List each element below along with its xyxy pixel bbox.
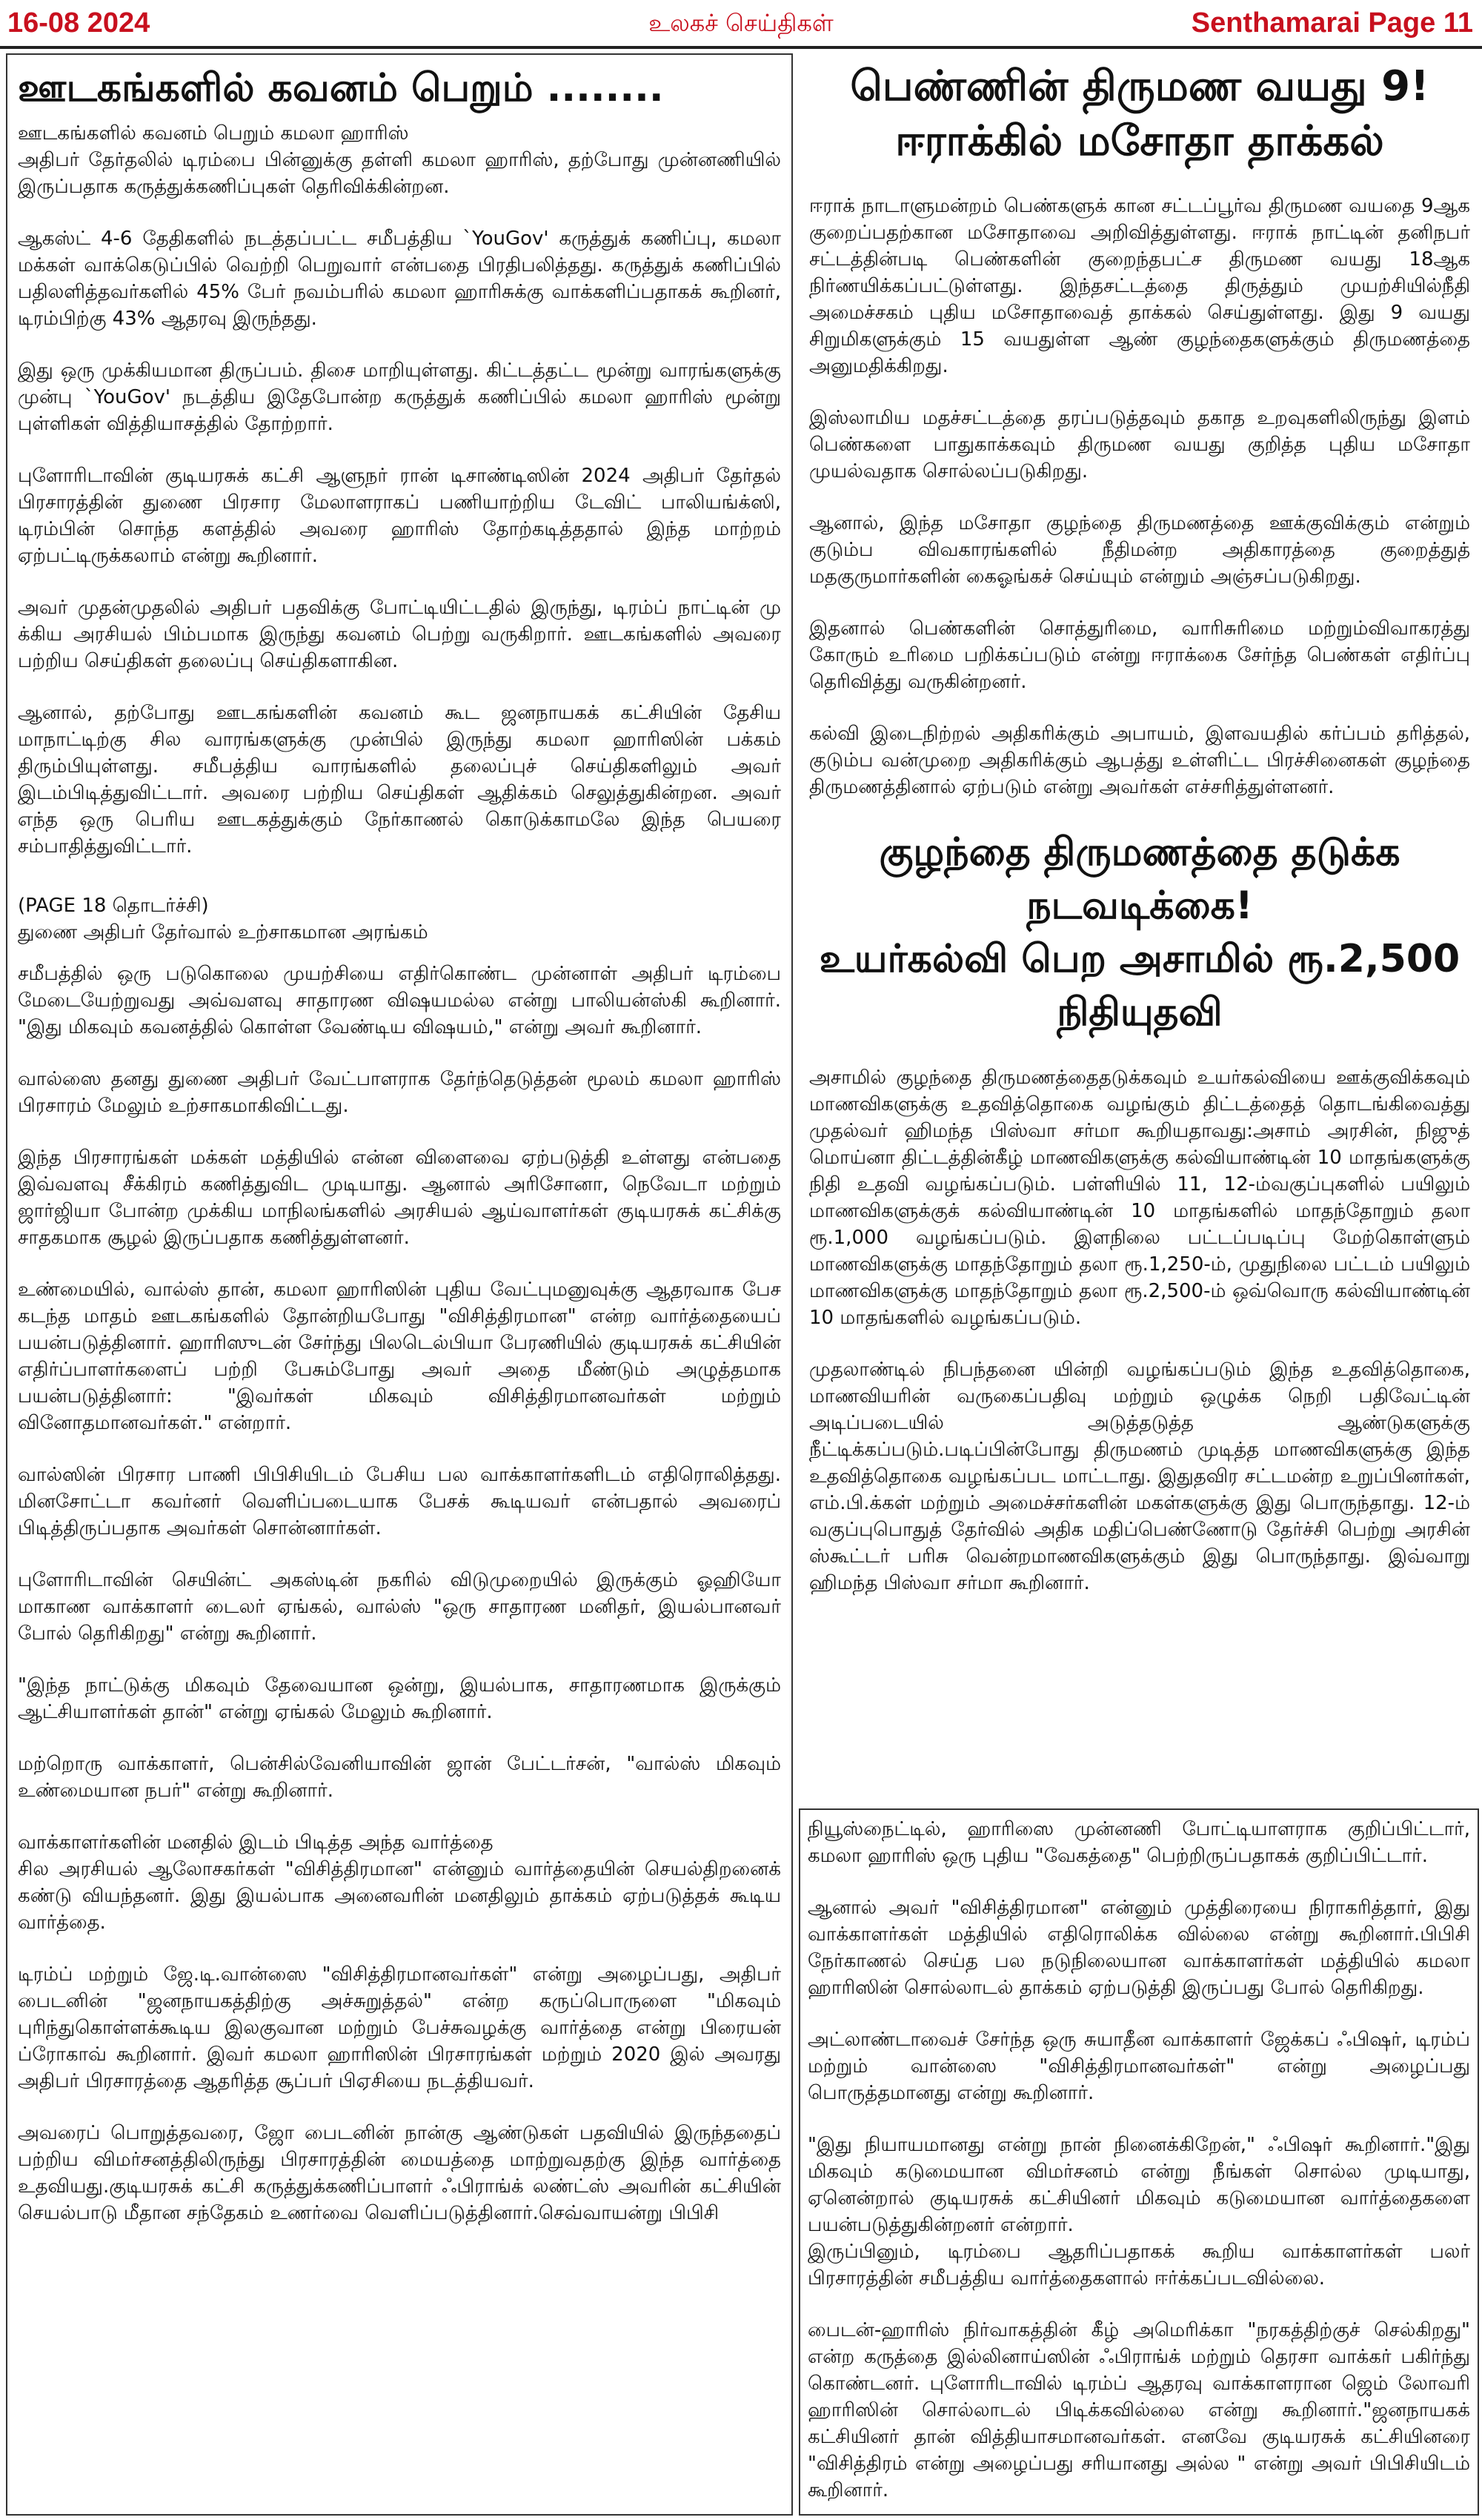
left-kicker: ஊடகங்களில் கவனம் பெறும் கமலா ஹாரிஸ் [18, 122, 409, 145]
left-paragraph: வால்ஸை தனது துணை அதிபர் வேட்பாளராக தேர்ந்தெடுத்தன் மூலம் கமலா ஹாரிஸ் பிரசாரம் மேலும் உற்சாகமாகிவிட்டது. [18, 1068, 781, 1117]
assam-paragraph: அசாமில் குழந்தை திருமணத்தைதடுக்கவும் உயர்கல்வியை ஊக்குவிக்கவும் மாணவிகளுக்கு உதவித்தொகை வழங்கும் திட்டத்தைத் தொடங்கிவைத்து முதல்வர் ஹிமந்த பிஸ்வா சர்மா கூறியதாவது:அசாம் அரசின், நிஜுத் மொய்னா திட்டத்தின்கீழ் மாணவிகளுக்கு கல்வியாண்டின் 10 மாதங்களுக்கு நிதி உதவி வழங்கப்படும். பள்ளியில் 11, 12-ம்வகுப்புகளில் பயிலும் மாணவிகளுக்குக் கல்வியாண்டின் 10 மாதங்களில் மாதந்தோறும் தலா ரூ.1,000 வழங்கப்படும். இளநிலை பட்டப்படிப்பு மேற்கொள்ளும் மாணவிகளுக்கு மாதந்தோறும் தலா ரூ.1,250-ம், முதுநிலை பட்டம் பயிலும் மாணவிகளுக்கு மாதந்தோறும் தலா ரூ.2,500-ம் ஒவ்வொரு கல்வியாண்டின் 10 மாதங்களில் வழங்கப்படும். [809, 1067, 1470, 1329]
assam-headline [809, 826, 1470, 1039]
left-paragraph: ஆனால், தற்போது ஊடகங்களின் கவனம் கூட ஜனநாயகக் கட்சியின் தேசிய மாநாட்டிற்கு சில வாரங்களுக்கு முன்பில் இருந்து கமலா ஹாரிஸின் பக்கம் திரும்பியுள்ளது. சமீபத்திய வாரங்களில் தலைப்புச் செய்திகளிலும் அவர் இடம்பிடித்துவிட்டார். அவரை பற்றிய செய்திகள் ஆதிக்கம் செலுத்துகின்றன. அவர் எந்த ஒரு பெரிய ஊடகத்துக்கும் நேர்காணல் கொடுக்காமலே இந்த பெயரை சம்பாதித்துவிட்டார். [18, 702, 781, 858]
left-paragraph: ஆகஸ்ட் 4-6 தேதிகளில் நடத்தப்பட்ட சமீபத்திய `YouGov' கருத்துக் கணிப்பு, கமலா மக்கள் வாக்கெடுப்பில் வெற்றி பெறுவார் என்பதை பிரதிபலித்தது. கருத்துக் கணிப்பில் பதிலளித்தவர்களில் 45% பேர் நவம்பரில் கமலா ஹாரிசுக்கு வாக்களிப்பதாகக் கூறினர், டிரம்பிற்கு 43% ஆதரவு இருந்தது. [18, 228, 781, 330]
continuation-paragraph: பைடன்-ஹாரிஸ் நிர்வாகத்தின் கீழ் அமெரிக்கா "நரகத்திற்குச் செல்கிறது" என்ற கருத்தை இல்லினாய்ஸின் ஃபிராங்க் மற்றும் தெரசா வாக்கர் பகிர்ந்து கொண்டனர். புளோரிடாவில் டிரம்ப் ஆதரவு வாக்காளரான ஜெம் லோவரி ஹாரிஸின் சொல்லாடல் பிடிக்கவில்லை என்று கூறினார்."ஜனநாயகக் கட்சியினர் தான் வித்தியாசமானவர்கள். எனவே குடியரசுக் கட்சியினரை "விசித்திரம் என்று அழைப்பது சரியானது அல்ல " என்று அவர் பிபிசியிடம் கூறினார். [808, 2319, 1470, 2501]
left-paragraph: வால்ஸின் பிரசார பாணி பிபிசியிடம் பேசிய பல வாக்காளர்களிடம் எதிரொலித்தது. மினசோட்டா கவர்னர் வெளிப்படையாக பேசக் கூடியவர் என்பதால் அவரைப் பிடித்திருப்பதாக அவர்கள் சொன்னார்கள். [18, 1464, 781, 1539]
left-kicker-paragraph: அதிபர் தேர்தலில் டிரம்பை பின்னுக்கு தள்ளி கமலா ஹாரிஸ், தற்போது முன்னணியில் இருப்பதாக கருத்துக்கணிப்புகள் தெரிவிக்கின்றன. [18, 149, 781, 198]
left-paragraph: மற்றொரு வாக்காளர், பென்சில்வேனியாவின் ஜான் பேட்டர்சன், "வால்ஸ் மிகவும் உண்மையான நபர்" என்று கூறினார். [18, 1753, 781, 1802]
section-title: உலகச் செய்திகள் [648, 9, 834, 37]
continuation-paragraph: இருப்பினும், டிரம்பை ஆதரிப்பதாகக் கூறிய வாக்காளர்கள் பலர் பிரசாரத்தின் சமீபத்திய வார்த்தைகளால் ஈர்க்கப்படவில்லை. [808, 2241, 1470, 2289]
left-subheading: வாக்காளர்களின் மனதில் இடம் பிடித்த அந்த வார்த்தை [18, 1831, 494, 1854]
iraq-paragraph: கல்வி இடைநிற்றல் அதிகரிக்கும் அபாயம், இளவயதில் கர்ப்பம் தரித்தல், குடும்ப வன்முறை அதிகரிக்கும் ஆபத்து உள்ளிட்ட பிரச்சினைகள் குழந்தை திருமணத்தினால் ஏற்படும் என்று அவர்கள் எச்சரித்துள்ளனர். [809, 723, 1470, 798]
left-paragraph: சமீபத்தில் ஒரு படுகொலை முயற்சியை எதிர்கொண்ட முன்னாள் அதிபர் டிரம்பை மேடையேற்றுவது அவ்வளவு சாதாரண விஷயமல்ல என்று பாலியன்ஸ்கி கூறினார். "இது மிகவும் கவனத்தில் கொள்ள வேண்டிய விஷயம்," என்று அவர் கூறினார். [18, 963, 781, 1038]
left-paragraph: இது ஒரு முக்கியமான திருப்பம். திசை மாறியுள்ளது. கிட்டத்தட்ட மூன்று வாரங்களுக்கு முன்பு `YouGov' நடத்திய இதேபோன்ற கருத்துக் கணிப்பில் கமலா ஹாரிஸ் மூன்று புள்ளிகள் வித்தியாசத்தில் தோற்றார். [18, 359, 781, 435]
assam-headline-line2: உயர்கல்வி பெற அசாமில் ரூ.2,500 நிதியுதவி [819, 937, 1461, 1035]
issue-date: 16-08 2024 [7, 7, 150, 39]
left-paragraph: உண்மையில், வால்ஸ் தான், கமலா ஹாரிஸின் புதிய வேட்புமனுவுக்கு ஆதரவாக பேச கடந்த மாதம் ஊடகங்களில் தோன்றியபோது "விசித்திரமான" என்ற வார்த்தையைப் பயன்படுத்தினார். ஹாரிஸுடன் சேர்ந்து பிலடெல்பியா பேரணியில் குடியரசுக் கட்சியின் எதிர்ப்பாளர்களைப் பற்றி பேசும்போது அவர் அதை மீண்டும் அழுத்தமாக பயன்படுத்தினார்: "இவர்கள் மிகவும் விசித்திரமானவர்கள் மற்றும் வினோதமானவர்கள்." என்றார். [18, 1279, 781, 1434]
assam-headline-line1: குழந்தை திருமணத்தை தடுக்க நடவடிக்கை! [879, 830, 1400, 928]
publication-page: Senthamarai Page 11 [1191, 7, 1473, 39]
assam-paragraph: முதலாண்டில் நிபந்தனை யின்றி வழங்கப்படும் இந்த உதவித்தொகை, மாணவியரின் வருகைப்பதிவு மற்றும் ஒழுக்க நெறி பதிவேட்டின் அடிப்படையில் அடுத்தடுத்த ஆண்டுகளுக்கு நீட்டிக்கப்படும்.படிப்பின்போது திருமணம் முடித்த மாணவிகளுக்கு இந்த உதவித்தொகை வழங்கப்பட மாட்டாது. இதுதவிர சட்டமன்ற உறுப்பினர்கள், எம்.பி.க்கள் மற்றும் அமைச்சர்களின் மகள்களுக்கு இது பொருந்தாது. 12-ம் வகுப்புபொதுத் தேர்வில் அதிக மதிப்பெண்ணோடு தேர்ச்சி பெற்று அரசின் ஸ்கூட்டர் பரிசு வென்றமாணவிகளுக்கும் இது பொருந்தாது. இவ்வாறு ஹிமந்த பிஸ்வா சர்மா கூறினார். [809, 1359, 1470, 1594]
left-paragraph: புளோரிடாவின் குடியரசுக் கட்சி ஆளுநர் ரான் டிசாண்டிஸின் 2024 அதிபர் தேர்தல் பிரசாரத்தின் துணை பிரசார மேலாளராகப் பணியாற்றிய டேவிட் பாலியங்க்ஸி, டிரம்பின் சொந்த களத்தில் அவரை ஹாரிஸ் தோற்கடித்ததால் இந்த மாற்றம் ஏற்பட்டிருக்கலாம் என்று கூறினார். [18, 465, 781, 567]
continuation-paragraph: "இது நியாயமானது என்று நான் நினைக்கிறேன்," ஃபிஷர் கூறினார்."இது மிகவும் கடுமையான விமர்சனம் என்று நீங்கள் சொல்ல முடியாது, ஏனென்றால் குடியரசுக் கட்சியினர் மிகவும் கடுமையான வார்த்தைகளை பயன்படுத்துகின்றனர் என்றார். [808, 2134, 1470, 2236]
page-header [0, 0, 1482, 49]
left-paragraph: அவர் முதன்முதலில் அதிபர் பதவிக்கு போட்டியிட்டதில் இருந்து, டிரம்ப் நாட்டின் மு க்கிய அரசியல் பிம்பமாக இருந்து கவனம் பெற்று வருகிறார். ஊடகங்களில் அவரை பற்றிய செய்திகள் தலைப்பு செய்திகளாகின. [18, 597, 781, 672]
continuation-box [799, 1808, 1479, 2516]
left-paragraph: சில அரசியல் ஆலோசகர்கள் "விசித்திரமான" என்னும் வார்த்தையின் செயல்திறனைக் கண்டு வியந்தனர். இது இயல்பாக அனைவரின் மனதிலும் தாக்கம் ஏற்படுத்தக் கூடிய வார்த்தை. [18, 1858, 781, 1934]
iraq-paragraph: இஸ்லாமிய மதச்சட்டத்தை தரப்படுத்தவும் தகாத உறவுகளிலிருந்து இளம் பெண்களை பாதுகாக்கவும் திருமண வயது குறித்த புதிய மசோதா முயல்வதாக சொல்லப்படுகிறது. [809, 407, 1470, 483]
continuation-paragraph: அட்லாண்டாவைச் சேர்ந்த ஒரு சுயாதீன வாக்காளர் ஜேக்கப் ஃபிஷர், டிரம்ப் மற்றும் வான்ஸை "விசித்திரமானவர்கள்" என்று அழைப்பது பொருத்தமானது என்று கூறினார். [808, 2029, 1470, 2104]
right-articles-column [802, 53, 1478, 1803]
continuation-label: (PAGE 18 தொடர்ச்சி) [18, 895, 209, 917]
left-paragraph: டிரம்ப் மற்றும் ஜே.டி.வான்ஸை "விசித்திரமானவர்கள்" என்று அழைப்பது, அதிபர் பைடனின் "ஜனநாயகத்திற்கு அச்சுறுத்தல்" என்ற கருப்பொருளை "மிகவும் புரிந்துகொள்ளக்கூடிய இலகுவான மற்றும் பேச்சுவழக்கு வார்த்தை என்று பிரையன் ப்ரோகாவ் கூறினார். இவர் கமலா ஹாரிஸின் பிரசாரங்கள் மற்றும் 2020 இல் அவரது அதிபர் பிரசாரத்தை ஆதரித்த சூப்பர் பிஏசியை நடத்தியவர். [18, 1963, 781, 2092]
iraq-paragraph: ஆனால், இந்த மசோதா குழந்தை திருமணத்தை ஊக்குவிக்கும் என்றும் குடும்ப விவகாரங்களில் நீதிமன்ற அதிகாரத்தை குறைத்துத் மதகுருமார்களின் கைஓங்கச் செய்யும் என்றும் அஞ்சப்படுகிறது. [809, 512, 1470, 588]
iraq-headline-line1: பெண்ணின் திருமண வயது 9! [850, 62, 1429, 110]
header-divider [0, 46, 1482, 49]
continuation-paragraph: நியூஸ்நைட்டில், ஹாரிஸை முன்னணி போட்டியாளராக குறிப்பிட்டார், கமலா ஹாரிஸ் ஒரு புதிய "வேகத்தை" பெற்றிருப்பதாகக் குறிப்பிட்டார். [808, 1818, 1470, 1867]
left-paragraph: இந்த பிரசாரங்கள் மக்கள் மத்தியில் என்ன விளைவை ஏற்படுத்தி உள்ளது என்பதை இவ்வளவு சீக்கிரம் கணித்துவிட முடியாது. ஆனால் அரிசோனா, நெவேடா மற்றும் ஜார்ஜியா போன்ற முக்கிய மாநிலங்களில் அரசியல் ஆய்வாளர்கள் குடியரசுக் கட்சிக்கு சாதகமாக சூழல் இருப்பதாக கணித்துள்ளனர். [18, 1147, 781, 1249]
left-article-column [6, 53, 793, 2516]
iraq-headline-line2: ஈராக்கில் மசோதா தாக்கல் [895, 117, 1384, 165]
left-paragraph: அவரைப் பொறுத்தவரை, ஜோ பைடனின் நான்கு ஆண்டுகள் பதவியில் இருந்ததைப் பற்றிய விமர்சனத்திலிருந்து பிரசாரத்தின் மையத்தை மாற்றுவதற்கு இந்த வார்த்தை உதவியது.குடியரசுக் கட்சி கருத்துக்கணிப்பாளர் ஃபிராங்க் லண்ட்ஸ் அவரின் கட்சியின் செயல்பாடு மீதான சந்தேகம் உணர்வை வெளிப்படுத்தினார்.செவ்வாயன்று பிபிசி [18, 2122, 781, 2224]
continuation-paragraph: ஆனால் அவர் "விசித்திரமான" என்னும் முத்திரையை நிராகரித்தார், இது வாக்காளர்கள் மத்தியில் எதிரொலிக்க வில்லை என்று கூறினார்.பிபிசி நேர்காணல் செய்த பல நடுநிலையான வாக்காளர்கள் மத்தியில் கமலா ஹாரிஸின் சொல்லாடல் தாக்கம் ஏற்படுத்தி இருப்பது போல் தெரிகிறது. [808, 1897, 1470, 1999]
iraq-paragraph: இதனால் பெண்களின் சொத்துரிமை, வாரிசுரிமை மற்றும்விவாகரத்து கோரும் உரிமை பறிக்கப்படும் என்று ஈராக்கை சேர்ந்த பெண்கள் எதிர்ப்பு தெரிவித்து வருகின்றனர். [809, 617, 1470, 693]
iraq-paragraph: ஈராக் நாடாளுமன்றம் பெண்களுக் கான சட்டப்பூர்வ திருமண வயதை 9ஆக குறைப்பதற்கான மசோதாவை அறிவித்துள்ளது. ஈராக் நாட்டின் தனிநபர் சட்டத்தின்படி பெண்களின் குறைந்தபட்ச திருமண வயது 18ஆக நிர்ணயிக்கப்பட்டுள்ளது. இந்தசட்டத்தை திருத்தும் முயற்சியில்நீதி அமைச்சகம் புதிய மசோதாவைத் தாக்கல் செய்துள்ளது. இது 9 வயது சிறுமிகளுக்கும் 15 வயதுள்ள ஆண் குழந்தைகளுக்கும் திருமணத்தை அனுமதிக்கிறது. [809, 195, 1470, 377]
left-headline: ஊடகங்களில் கவனம் பெறும் ........ [18, 66, 664, 110]
left-paragraph: புளோரிடாவின் செயின்ட் அகஸ்டின் நகரில் விடுமுறையில் இருக்கும் ஓஹியோ மாகாண வாக்காளர் டைலர் ஏங்கல், வால்ஸ் "ஒரு சாதாரண மனிதர், இயல்பானவர் போல் தெரிகிறது" என்று கூறினார். [18, 1569, 781, 1645]
iraq-headline [809, 59, 1470, 169]
continuation-title: துணை அதிபர் தேர்வால் உற்சாகமான அரங்கம் [18, 921, 428, 944]
left-paragraph: "இந்த நாட்டுக்கு மிகவும் தேவையான ஒன்று, இயல்பாக, சாதாரணமாக இருக்கும் ஆட்சியாளர்கள் தான்" என்று ஏங்கல் மேலும் கூறினார். [18, 1674, 781, 1723]
